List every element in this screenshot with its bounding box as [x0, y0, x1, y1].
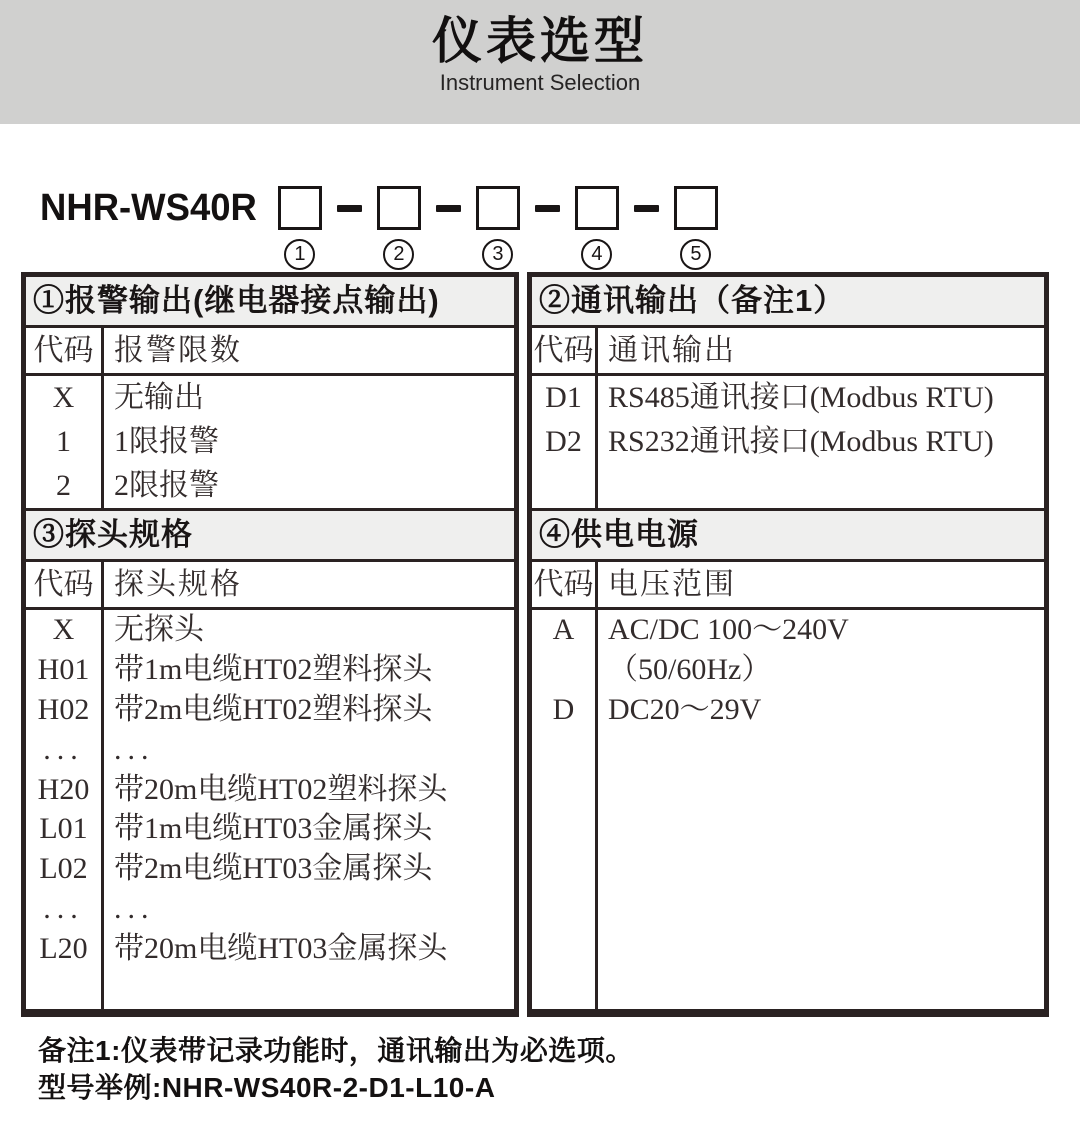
column-header-desc: 报警限数	[114, 334, 242, 367]
model-slot-box	[278, 186, 322, 230]
desc-cell: 带20m电缆HT02塑料探头	[114, 772, 448, 806]
column-header-code: 代码	[532, 328, 598, 373]
code-cell: L02	[39, 852, 88, 886]
model-slot-box	[377, 186, 421, 230]
column-header-code: 代码	[26, 328, 104, 373]
position-number-badge: 4	[581, 239, 612, 270]
dash-separator	[535, 205, 560, 212]
desc-cell: 无输出	[114, 381, 204, 414]
code-cell: D2	[545, 425, 582, 458]
page-header-band	[0, 0, 1080, 124]
model-slot-2	[377, 186, 421, 270]
code-cell: A	[552, 613, 575, 646]
alarm-desc-column	[104, 376, 514, 508]
alarm-rows	[26, 376, 514, 511]
footnotes	[38, 1032, 634, 1106]
column-header-code: 代码	[532, 562, 598, 607]
code-cell: H02	[37, 692, 90, 726]
probe-rows	[26, 610, 514, 1009]
code-cell: 2	[56, 469, 71, 502]
power-column-headers	[532, 562, 1044, 610]
probe-code-column	[26, 610, 104, 1009]
column-header-desc: 通讯输出	[608, 334, 736, 367]
code-cell: H01	[37, 652, 90, 686]
power-rows	[532, 610, 1044, 1009]
desc-cell: 带2m电缆HT03金属探头	[114, 852, 433, 886]
model-slot-5	[674, 186, 718, 270]
desc-cell: DC20～29V	[608, 692, 762, 726]
position-number-badge: 3	[482, 239, 513, 270]
probe-column-headers	[26, 562, 514, 610]
dash-separator	[634, 205, 659, 212]
dash-separator	[337, 205, 362, 212]
section-power-title: ④供电电源	[532, 511, 1044, 562]
desc-cell: 带2m电缆HT02塑料探头	[114, 692, 433, 726]
desc-cell: 2限报警	[114, 469, 219, 502]
power-desc-column	[598, 610, 1044, 1009]
code-cell: L01	[39, 812, 88, 846]
code-cell: X	[52, 613, 75, 646]
comm-column-headers	[532, 328, 1044, 376]
section-probe-title: ③探头规格	[26, 511, 514, 562]
desc-cell: 带20m电缆HT03金属探头	[114, 932, 448, 966]
comm-code-column	[532, 376, 598, 508]
power-code-column	[532, 610, 598, 1009]
code-cell: D	[552, 692, 575, 726]
note-1: 备注1:仪表带记录功能时，通讯输出为必选项。	[38, 1035, 634, 1066]
model-slot-box	[674, 186, 718, 230]
desc-cell: ...	[114, 732, 155, 766]
dash-separator	[436, 205, 461, 212]
alarm-code-column	[26, 376, 104, 508]
desc-cell: （50/60Hz）	[608, 652, 772, 686]
code-cell: ...	[43, 892, 84, 926]
position-number-badge: 2	[383, 239, 414, 270]
alarm-column-headers	[26, 328, 514, 376]
section-alarm-title: ①报警输出(继电器接点输出)	[26, 277, 514, 328]
code-cell: D1	[545, 381, 582, 414]
selection-tables	[21, 272, 1049, 1017]
page-subtitle: Instrument Selection	[439, 70, 641, 95]
model-example: 型号举例:NHR-WS40R-2-D1-L10-A	[38, 1072, 496, 1103]
selection-table-left	[21, 272, 519, 1017]
code-cell: 1	[56, 425, 71, 458]
column-header-desc: 探头规格	[114, 568, 242, 601]
desc-cell: 无探头	[114, 613, 204, 646]
section-comm-title: ②通讯输出（备注1）	[532, 277, 1044, 328]
code-cell: H20	[37, 772, 90, 806]
model-slot-box	[575, 186, 619, 230]
comm-desc-column	[598, 376, 1044, 508]
desc-cell: AC/DC 100～240V	[608, 613, 849, 646]
desc-cell: 带1m电缆HT02塑料探头	[114, 652, 433, 686]
position-number-badge: 1	[284, 239, 315, 270]
probe-desc-column	[104, 610, 514, 1009]
comm-rows	[532, 376, 1044, 511]
model-slot-1	[278, 186, 322, 270]
desc-cell: RS485通讯接口(Modbus RTU)	[608, 381, 994, 414]
model-slot-4	[575, 186, 619, 270]
page-title: 仪表选型	[432, 13, 648, 69]
model-code-line	[40, 186, 718, 270]
desc-cell: 1限报警	[114, 425, 219, 458]
desc-cell: 带1m电缆HT03金属探头	[114, 812, 433, 846]
desc-cell: RS232通讯接口(Modbus RTU)	[608, 425, 994, 458]
code-cell: X	[52, 381, 75, 414]
desc-cell: ...	[114, 892, 155, 926]
model-slot-box	[476, 186, 520, 230]
code-cell: ...	[43, 732, 84, 766]
position-number-badge: 5	[680, 239, 711, 270]
code-cell: L20	[39, 932, 88, 966]
selection-table-right	[527, 272, 1049, 1017]
code-cell	[532, 650, 595, 690]
column-header-code: 代码	[26, 562, 104, 607]
model-slot-3	[476, 186, 520, 270]
model-prefix: NHR-WS40R	[40, 187, 257, 229]
column-header-desc: 电压范围	[608, 568, 736, 601]
